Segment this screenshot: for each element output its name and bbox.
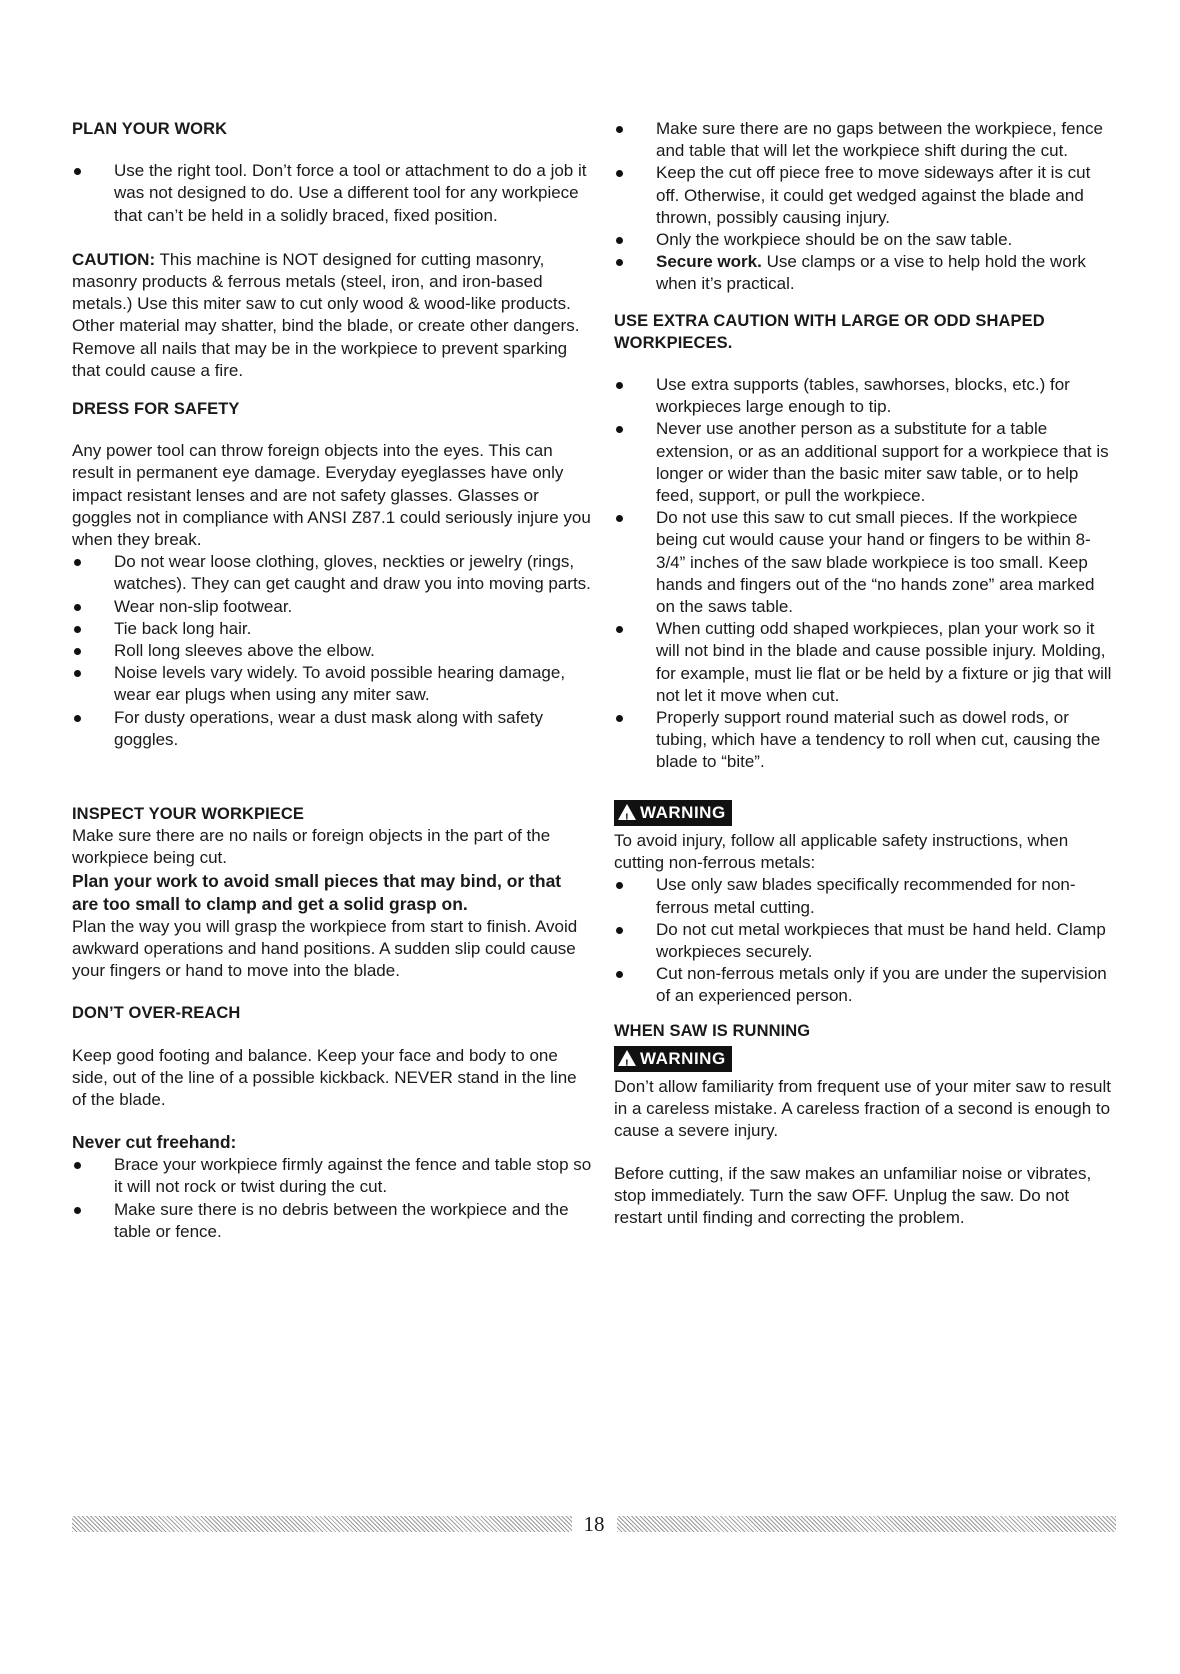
left-column — [72, 118, 592, 1259]
bullet-icon — [74, 626, 81, 633]
warning-triangle-icon: ! — [618, 804, 636, 820]
list-item: Noise levels vary widely. To avoid possible hearing damage, wear ear plugs when using any miter saw. — [72, 662, 592, 706]
footer-hatch-right — [617, 1516, 1117, 1532]
bullet-icon — [74, 559, 81, 566]
bullet-icon — [616, 170, 623, 177]
large-workpieces-heading: USE EXTRA CAUTION WITH LARGE OR ODD SHAPED WORKPIECES. — [614, 311, 1045, 352]
plan-bullets — [72, 160, 592, 227]
bullet-icon — [74, 715, 81, 722]
list-item: When cutting odd shaped workpieces, plan your work so it will not bind in the blade and cause possible injury. Molding, for example, must lie flat or be held by a fixture or jig that will not let it move when cut. — [614, 618, 1114, 707]
dress-for-safety-heading: DRESS FOR SAFETY — [72, 400, 240, 419]
never-cut-freehand-heading: Never cut freehand: — [72, 1132, 237, 1153]
caution-label: CAUTION: — [72, 249, 156, 269]
warning-badge: ! WARNING — [614, 800, 732, 826]
list-item: Brace your workpiece firmly against the fence and table stop so it will not rock or twist during the cut. — [72, 1154, 592, 1198]
list-item: Only the workpiece should be on the saw table. — [614, 229, 1114, 251]
dress-bullets — [72, 551, 592, 751]
list-item: For dusty operations, wear a dust mask along with safety goggles. — [72, 707, 592, 751]
list-item: Make sure there is no debris between the workpiece and the table or fence. — [72, 1199, 592, 1243]
large-workpieces-bullets — [614, 374, 1114, 774]
dress-intro: Any power tool can throw foreign objects into the eyes. This can result in permanent eye damage. Everyday eyeglasses have only impact resistant lenses and are not safety glasses. Glasses or goggles not in compliance with ANSI Z87.1 could seriously injure you when they break. — [72, 441, 591, 550]
page-footer — [72, 1512, 1116, 1536]
plan-your-work-heading: PLAN YOUR WORK — [72, 120, 228, 138]
bullet-icon — [74, 1207, 81, 1214]
list-item: Never use another person as a substitute for a table extension, or as an additional support for a workpiece that is longer or wider than the basic miter saw table, or to help feed, support, or pull the workpiece. — [614, 418, 1114, 507]
dont-over-reach-heading: DON’T OVER-REACH — [72, 1004, 241, 1023]
over-reach-text: Keep good footing and balance. Keep your face and body to one side, out of the line of a possible kickback. NEVER stand in the line of the blade. — [72, 1045, 577, 1109]
right-column — [614, 118, 1114, 1245]
list-item: Use only saw blades specifically recommended for non-ferrous metal cutting. — [614, 874, 1114, 918]
bullet-icon — [616, 882, 623, 889]
bullet-icon — [616, 126, 623, 133]
bullet-icon — [616, 382, 623, 389]
caution-text: This machine is NOT designed for cutting masonry, masonry products & ferrous metals (steel, iron, and iron-based metals.) Use this miter saw to cut only wood & wood-like products. Other material may shatter, bind the blade, or create other dangers. Remove all nails that may be in the workpiece to prevent sparking that could cause a fire. — [72, 249, 580, 380]
warning-badge: ! WARNING — [614, 1046, 732, 1072]
list-item: Make sure there are no gaps between the workpiece, fence and table that will let the workpiece shift during the cut. — [614, 118, 1114, 162]
running-text-2: Before cutting, if the saw makes an unfamiliar noise or vibrates, stop immediately. Turn the saw OFF. Unplug the saw. Do not restart until finding and correcting the problem. — [614, 1163, 1092, 1227]
running-text-1: Don’t allow familiarity from frequent use of your miter saw to result in a careless mistake. A careless fraction of a second is enough to cause a severe injury. — [614, 1076, 1111, 1141]
secure-work-label: Secure work. — [656, 252, 762, 272]
bullet-icon — [616, 927, 623, 934]
bullet-icon — [74, 168, 81, 175]
right-top-bullets — [614, 118, 1114, 296]
list-item: Cut non-ferrous metals only if you are under the supervision of an experienced person. — [614, 963, 1114, 1007]
bullet-icon — [616, 515, 623, 522]
inspect-text-2: Plan the way you will grasp the workpiece from start to finish. Avoid awkward operations and hand positions. A sudden slip could cause your fingers or hand to move into the blade. — [72, 916, 578, 981]
non-ferrous-bullets — [614, 874, 1114, 1007]
page-number: 18 — [583, 1511, 605, 1536]
list-item: Roll long sleeves above the elbow. — [72, 640, 592, 662]
list-item: Do not wear loose clothing, gloves, neckties or jewelry (rings, watches). They can get caught and draw you into moving parts. — [72, 551, 592, 595]
list-item: Use extra supports (tables, sawhorses, blocks, etc.) for workpieces large enough to tip. — [614, 374, 1114, 418]
bullet-icon — [616, 715, 623, 722]
inspect-bold-text: Plan your work to avoid small pieces that may bind, or that are too small to clamp and get a solid grasp on. — [72, 870, 562, 914]
list-item: Wear non-slip footwear. — [72, 596, 592, 618]
list-item: Do not use this saw to cut small pieces. If the workpiece being cut would cause your hand or fingers to be within 8-3/4” inches of the saw blade workpiece is too small. Keep hands and fingers out of the “no hands zone” area marked on the saws table. — [614, 507, 1114, 618]
warning-intro: To avoid injury, follow all applicable safety instructions, when cutting non-ferrous metals: — [614, 830, 1069, 873]
list-item: Secure work. Use clamps or a vise to help hold the work when it’s practical. — [614, 251, 1114, 295]
caution-paragraph — [72, 249, 592, 382]
bullet-icon — [616, 259, 623, 266]
bullet-icon — [616, 971, 623, 978]
bullet-icon — [74, 604, 81, 611]
bullet-icon — [74, 670, 81, 677]
bullet-icon — [616, 426, 623, 433]
inspect-workpiece-heading: INSPECT YOUR WORKPIECE — [72, 805, 305, 824]
when-saw-is-running-heading: WHEN SAW IS RUNNING — [614, 1021, 811, 1040]
footer-hatch-left — [72, 1516, 572, 1532]
bullet-icon — [616, 237, 623, 244]
list-item: Use the right tool. Don’t force a tool or attachment to do a job it was not designed to do. Use a different tool for any workpiece that can’t be held in a solidly braced, fixed position. — [72, 160, 592, 227]
bullet-icon — [616, 626, 623, 633]
freehand-bullets — [72, 1154, 592, 1243]
bullet-icon — [74, 1162, 81, 1169]
list-item: Properly support round material such as dowel rods, or tubing, which have a tendency to roll when cut, causing the blade to “bite”. — [614, 707, 1114, 774]
inspect-text-1: Make sure there are no nails or foreign objects in the part of the workpiece being cut. — [72, 826, 551, 868]
list-item: Tie back long hair. — [72, 618, 592, 640]
warning-triangle-icon: ! — [618, 1050, 636, 1066]
bullet-icon — [74, 648, 81, 655]
list-item: Keep the cut off piece free to move sideways after it is cut off. Otherwise, it could get wedged against the blade and thrown, possibly causing injury. — [614, 162, 1114, 229]
list-item: Do not cut metal workpieces that must be hand held. Clamp workpieces securely. — [614, 919, 1114, 963]
